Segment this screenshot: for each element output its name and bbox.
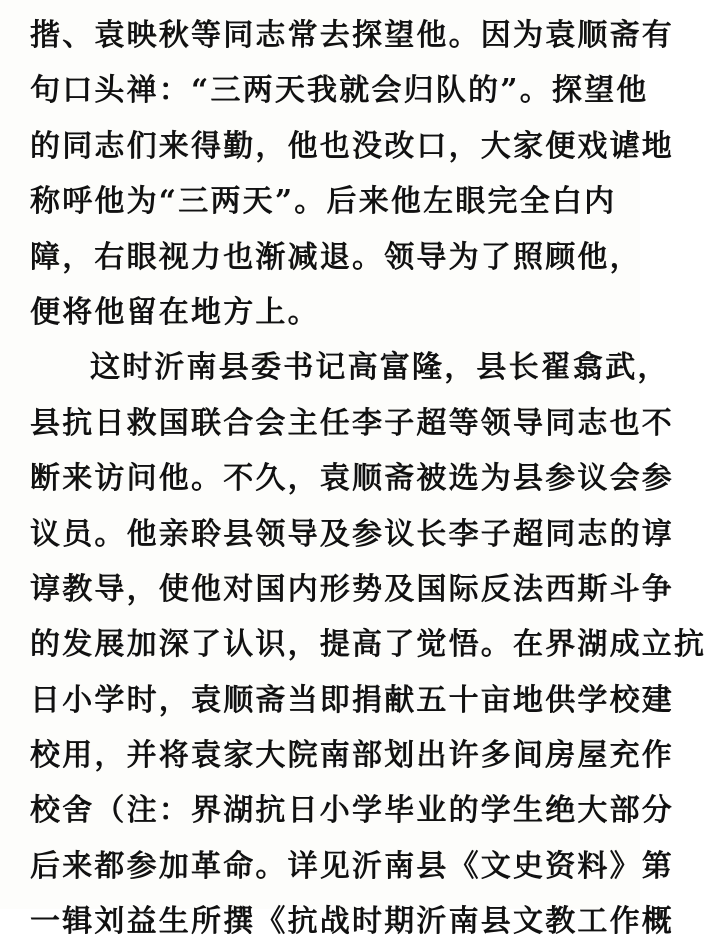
text-line: 的发展加深了认识，提高了觉悟。在界湖成立抗 <box>30 627 706 663</box>
text-line: 谆教导，使他对国内形势及国际反法西斯斗争 <box>30 571 674 607</box>
text-line: 揩、袁映秋等同志常去探望他。因为袁顺斋有 <box>30 18 674 53</box>
text-line: 校舍（注：界湖抗日小学毕业的学生绝大部分 <box>30 793 674 829</box>
text-line: 障，右眼视力也渐减退。领导为了照顾他， <box>30 239 642 275</box>
text-line: 日小学时，袁顺斋当即捐献五十亩地供学校建 <box>30 682 674 718</box>
text-line: 句口头禅：“三两天我就会归队的”。探望他 <box>30 73 649 109</box>
text-line: 校用，并将袁家大院南部划出许多间房屋充作 <box>30 738 674 774</box>
text-line: 县抗日救国联合会主任李子超等领导同志也不 <box>30 405 674 441</box>
paragraph-first-line: 这时沂南县委书记高富隆，县长翟翕武， <box>90 350 670 386</box>
text-line: 便将他留在地方上。 <box>30 294 320 330</box>
text-line: 后来都参加革命。详见沂南县《文史资料》第 <box>30 848 674 884</box>
text-line: 一辑刘益生所撰《抗战时期沂南县文教工作概 <box>30 904 674 940</box>
text-line: 的同志们来得勤，他也没改口，大家便戏谑地 <box>30 128 674 164</box>
text-line: 议员。他亲聆县领导及参议长李子超同志的谆 <box>30 516 674 552</box>
text-line: 断来访问他。不久，袁顺斋被选为县参议会参 <box>30 461 674 497</box>
body-text <box>30 8 706 950</box>
text-line: 称呼他为“三两天”。后来他左眼完全白内 <box>30 184 617 220</box>
